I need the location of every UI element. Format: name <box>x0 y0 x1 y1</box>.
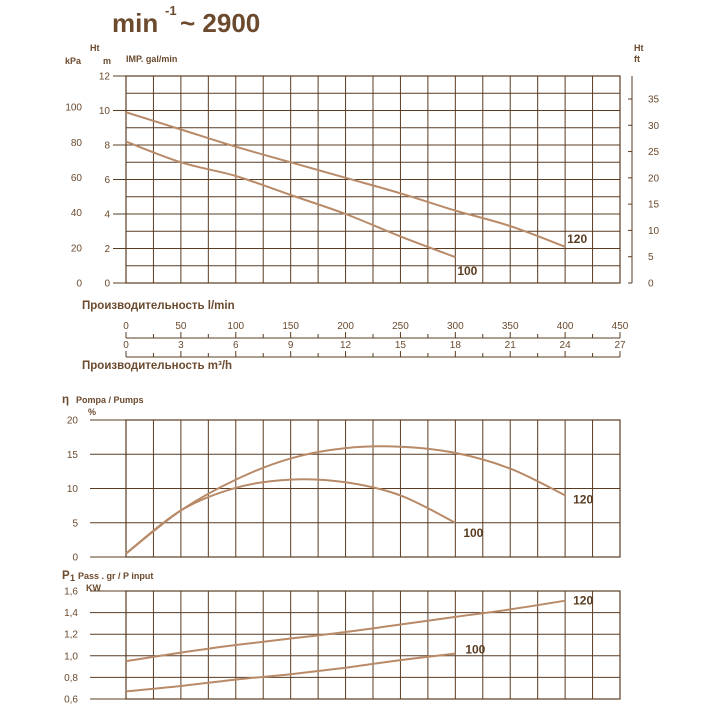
imp-gal-label: IMP. gal/min <box>126 54 178 64</box>
p1-symbol: P <box>62 570 70 582</box>
efficiency-tick-labels <box>67 416 126 564</box>
head-m-tick: 4 <box>104 209 110 221</box>
efficiency-tick: 10 <box>66 484 78 495</box>
lmin-axis-tick: 200 <box>337 321 354 332</box>
head-m-tick: 10 <box>98 106 110 117</box>
head-ft-tick: 35 <box>648 94 660 106</box>
p1-subscript: 1 <box>70 573 76 583</box>
p1-label: Pass . gr / P input <box>78 571 154 581</box>
lmin-axis-tick: 400 <box>556 321 574 332</box>
title-min: min <box>112 8 159 38</box>
m-label: m <box>103 56 112 66</box>
power-tick: 1,6 <box>64 586 78 598</box>
m3h-axis-tick: 24 <box>559 340 571 351</box>
power_input-label-100: 100 <box>465 642 486 657</box>
power-tick: 1,0 <box>64 651 78 663</box>
power-curves <box>126 594 593 692</box>
head-m-tick: 6 <box>104 175 110 186</box>
efficiency-tick: 0 <box>72 552 78 564</box>
m3h-axis-tick: 6 <box>232 340 239 351</box>
head-tick-labels <box>65 72 659 290</box>
head-m-tick: 0 <box>104 278 110 290</box>
efficiency-curves <box>126 446 593 553</box>
lmin-axis-tick: 100 <box>227 321 245 332</box>
head-m-tick: 8 <box>104 140 110 152</box>
m3h-axis-tick: 27 <box>614 340 626 351</box>
percent-label: % <box>88 407 97 417</box>
head-curves <box>126 112 587 278</box>
m3h-axis-tick: 9 <box>287 340 294 351</box>
lmin-axis-label: Производительность l/min <box>82 300 235 312</box>
lmin-axis-tick: 300 <box>446 321 464 332</box>
title-superscript: -1 <box>165 3 177 18</box>
head-kpa-tick: 0 <box>76 278 82 290</box>
efficiency-label-100: 100 <box>463 525 484 540</box>
lmin-axis-tick: 50 <box>175 321 187 332</box>
head-ft-tick: 0 <box>648 278 654 290</box>
lmin-axis-tick: 150 <box>282 321 300 332</box>
head-grid <box>126 76 620 283</box>
ht-right-label: Ht <box>634 43 644 53</box>
m3h-axis-tick: 21 <box>504 340 516 351</box>
lmin-axis <box>123 321 629 338</box>
m3h-axis <box>123 340 626 357</box>
ft-label: ft <box>634 54 640 64</box>
m3h-axis-label: Производительность m³/h <box>82 360 233 372</box>
efficiency-tick: 5 <box>72 518 78 530</box>
head-ft-tick: 30 <box>648 120 660 132</box>
power-tick-labels <box>64 587 126 706</box>
lmin-axis-tick: 0 <box>123 321 129 332</box>
title-speed: ~ 2900 <box>180 8 261 38</box>
lmin-axis-tick: 250 <box>392 321 409 332</box>
power-tick: 1,2 <box>64 629 78 641</box>
head-ft-tick: 10 <box>648 225 660 237</box>
eta-symbol: η <box>62 394 70 406</box>
head-label-120: 120 <box>567 231 588 246</box>
head-ft-tick: 15 <box>648 199 660 211</box>
m3h-axis-tick: 3 <box>178 340 184 351</box>
head-kpa-tick: 40 <box>70 208 82 220</box>
efficiency-grid <box>126 420 620 557</box>
head-kpa-tick: 20 <box>70 243 82 255</box>
power-tick: 0,6 <box>64 694 78 706</box>
m3h-axis-tick: 12 <box>339 340 352 351</box>
kw-label: KW <box>86 583 101 593</box>
head-label-100: 100 <box>457 264 478 279</box>
eta-label: Pompa / Pumps <box>76 395 144 405</box>
efficiency-tick: 20 <box>66 415 78 427</box>
lmin-axis-tick: 350 <box>501 321 519 332</box>
efficiency-label-120: 120 <box>573 492 594 507</box>
head-kpa-tick: 60 <box>70 172 82 184</box>
m3h-axis-tick: 18 <box>449 340 461 351</box>
power_input-label-120: 120 <box>573 593 594 608</box>
power-tick: 0,8 <box>64 672 78 684</box>
head-kpa-tick: 100 <box>65 102 82 114</box>
m3h-axis-tick: 0 <box>123 340 129 351</box>
head-m-tick: 12 <box>98 71 110 83</box>
power-tick: 1,4 <box>64 608 78 620</box>
head-ft-tick: 25 <box>648 147 660 159</box>
m3h-axis-tick: 15 <box>394 340 407 351</box>
head-ft-tick: 20 <box>648 173 660 185</box>
head-ft-tick: 5 <box>648 252 654 264</box>
head-m-tick: 2 <box>104 244 110 255</box>
efficiency-tick: 15 <box>66 449 78 461</box>
ht-left-label: Ht <box>90 43 100 53</box>
head-kpa-tick: 80 <box>70 137 82 149</box>
kpa-label: kPa <box>65 56 82 66</box>
lmin-axis-tick: 450 <box>611 321 629 332</box>
